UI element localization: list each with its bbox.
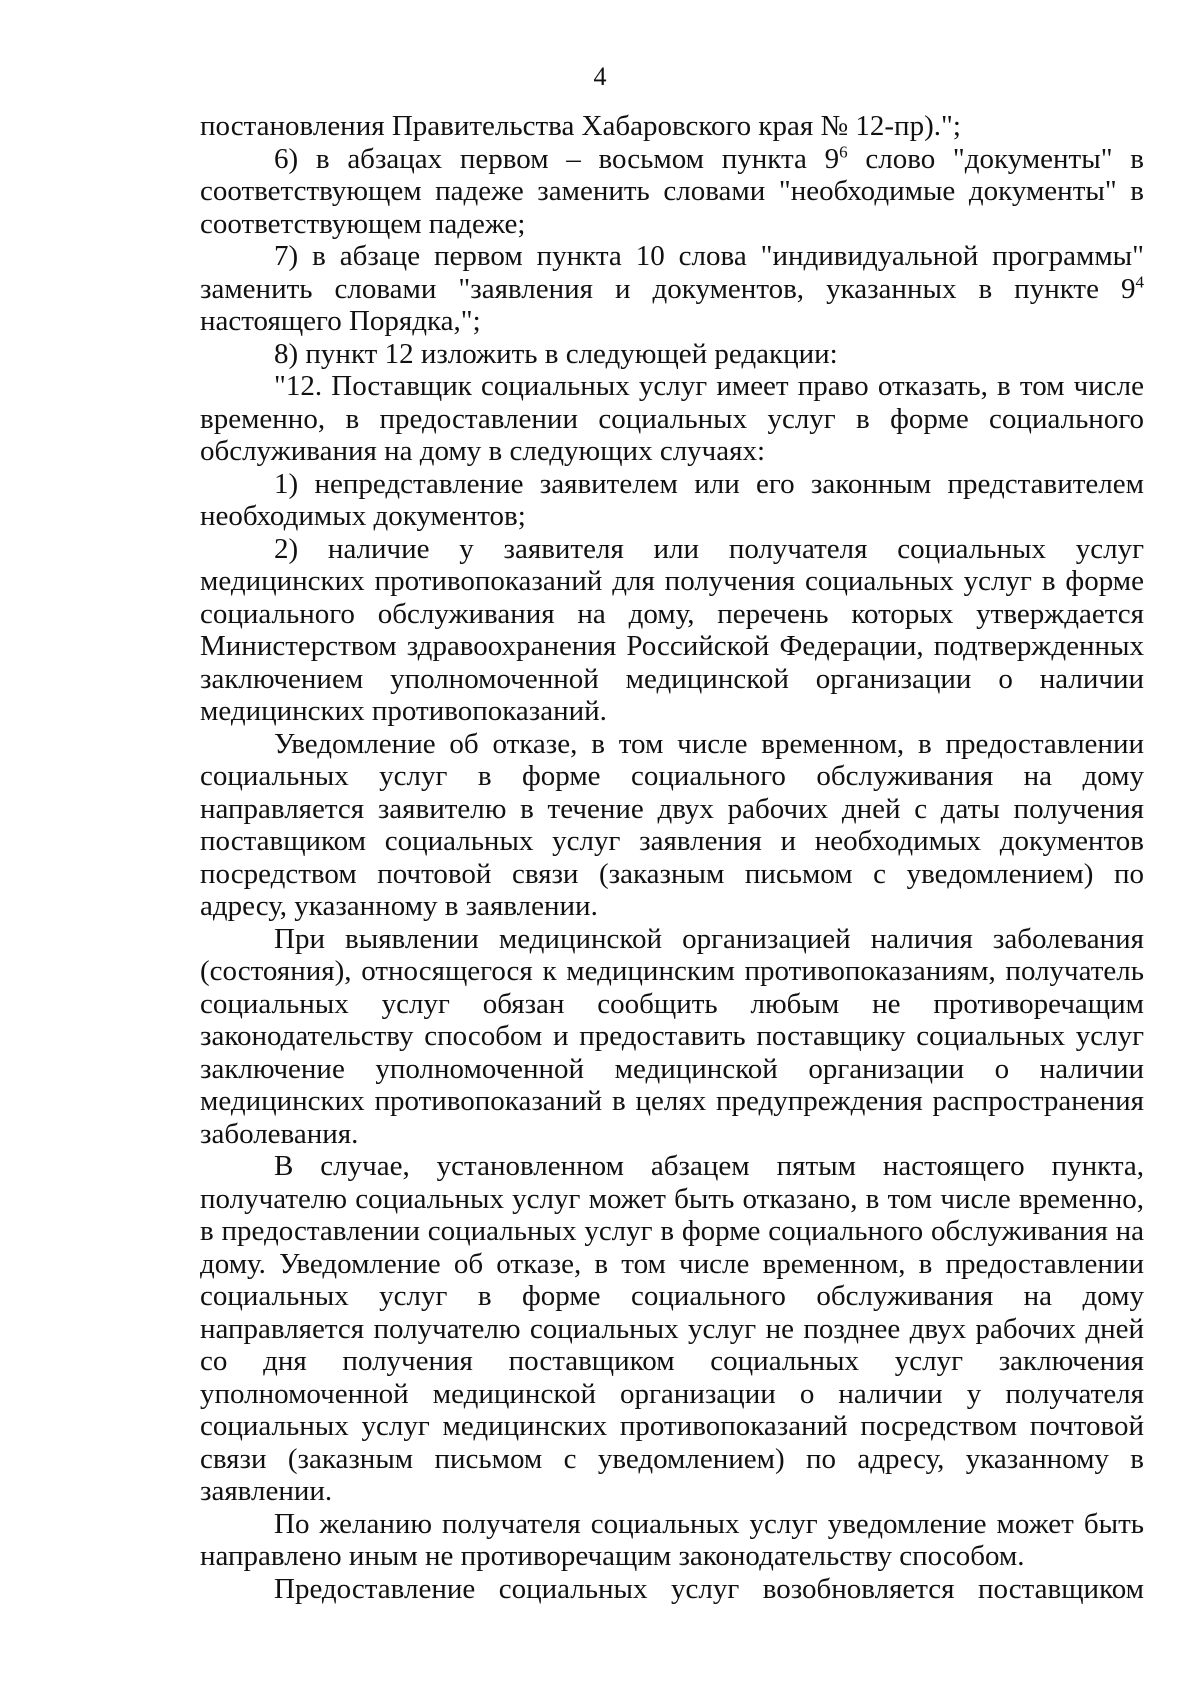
paragraph-alternative-notice: По желанию получателя социальных услуг уведомление может быть направлено иным не противоречащим законодательству способом. [200,1507,1144,1572]
document-body [200,110,1144,1605]
paragraph-item-7 [200,240,1144,338]
paragraph-item-8: 8) пункт 12 изложить в следующей редакции: [274,337,838,370]
paragraph-case-2: 2) наличие у заявителя или получателя социальных услуг медицинских противопоказаний для получения социальных услуг в форме социального обслуживания на дому, перечень которых утверждается Министерством здравоохранения Российской Федерации, подтвержденных заключением уполномоченной медицинской организации о наличии медицинских противопоказаний. [200,532,1144,727]
paragraph-item-6-text-end: слово "документы" в соответствующем падеже заменить словами "необходимые документы" в соответствующем падеже; [200,142,1144,240]
paragraph-case-1: 1) непредставление заявителем или его законным представителем необходимых документов; [200,467,1144,532]
paragraph-case-fifth-abstract: В случае, установленном абзацем пятым настоящего пункта, получателю социальных услуг может быть отказано, в том числе временно, в предоставлении социальных услуг в форме социального обслуживания на дому. Уведомление об отказе, в том числе временном, в предоставлении социальных услуг в форме социального обслуживания на дому направляется получателю социальных услуг не позднее двух рабочих дней со дня получения поставщиком социальных услуг заключения уполномоченной медицинской организации о наличии у получателя социальных услуг медицинских противопоказаний посредством почтовой связи (заказным письмом с уведомлением) по адресу, указанному в заявлении. [200,1150,1144,1507]
paragraph-item-6-superscript: 6 [839,141,848,161]
paragraph-refusal-notice: Уведомление об отказе, в том числе временном, в предоставлении социальных услуг в форме социального обслуживания на дому направляется заявителю в течение двух рабочих дней с даты получения поставщиком социальных услуг заявления и необходимых документов посредством почтовой связи (заказным письмом с уведомлением) по адресу, указанному в заявлении. [200,727,1144,922]
paragraph-item-6-text-start: 6) в абзацах первом – восьмом пункта 9 [274,142,840,175]
paragraph-resumption: Предоставление социальных услуг возобновляется поставщиком [274,1572,1144,1605]
page-number: 4 [593,62,607,91]
paragraph-item-6 [200,143,1144,241]
paragraph-item-7-text-start: 7) в абзаце первом пункта 10 слова "индивидуальной программы" заменить словами "заявления и документов, указанных в пункте 9 [200,240,1144,305]
paragraph-item-7-superscript: 4 [1135,271,1144,291]
paragraph-item-7-text-end: настоящего Порядка,"; [200,305,481,337]
paragraph-point-12: "12. Поставщик социальных услуг имеет право отказать, в том числе временно, в предоставлении социальных услуг в форме социального обслуживания на дому в следующих случаях: [200,370,1144,467]
paragraph-medical-detection: При выявлении медицинской организацией наличия заболевания (состояния), относящегося к медицинским противопоказаниям, получатель социальных услуг обязан сообщить любым не противоречащим законодательству способом и предоставить поставщику социальных услуг заключение уполномоченной медицинской организации о наличии медицинских противопоказаний в целях предупреждения распространения заболевания. [200,922,1144,1150]
paragraph-intro: постановления Правительства Хабаровского края № 12-пр)."; [200,110,961,142]
